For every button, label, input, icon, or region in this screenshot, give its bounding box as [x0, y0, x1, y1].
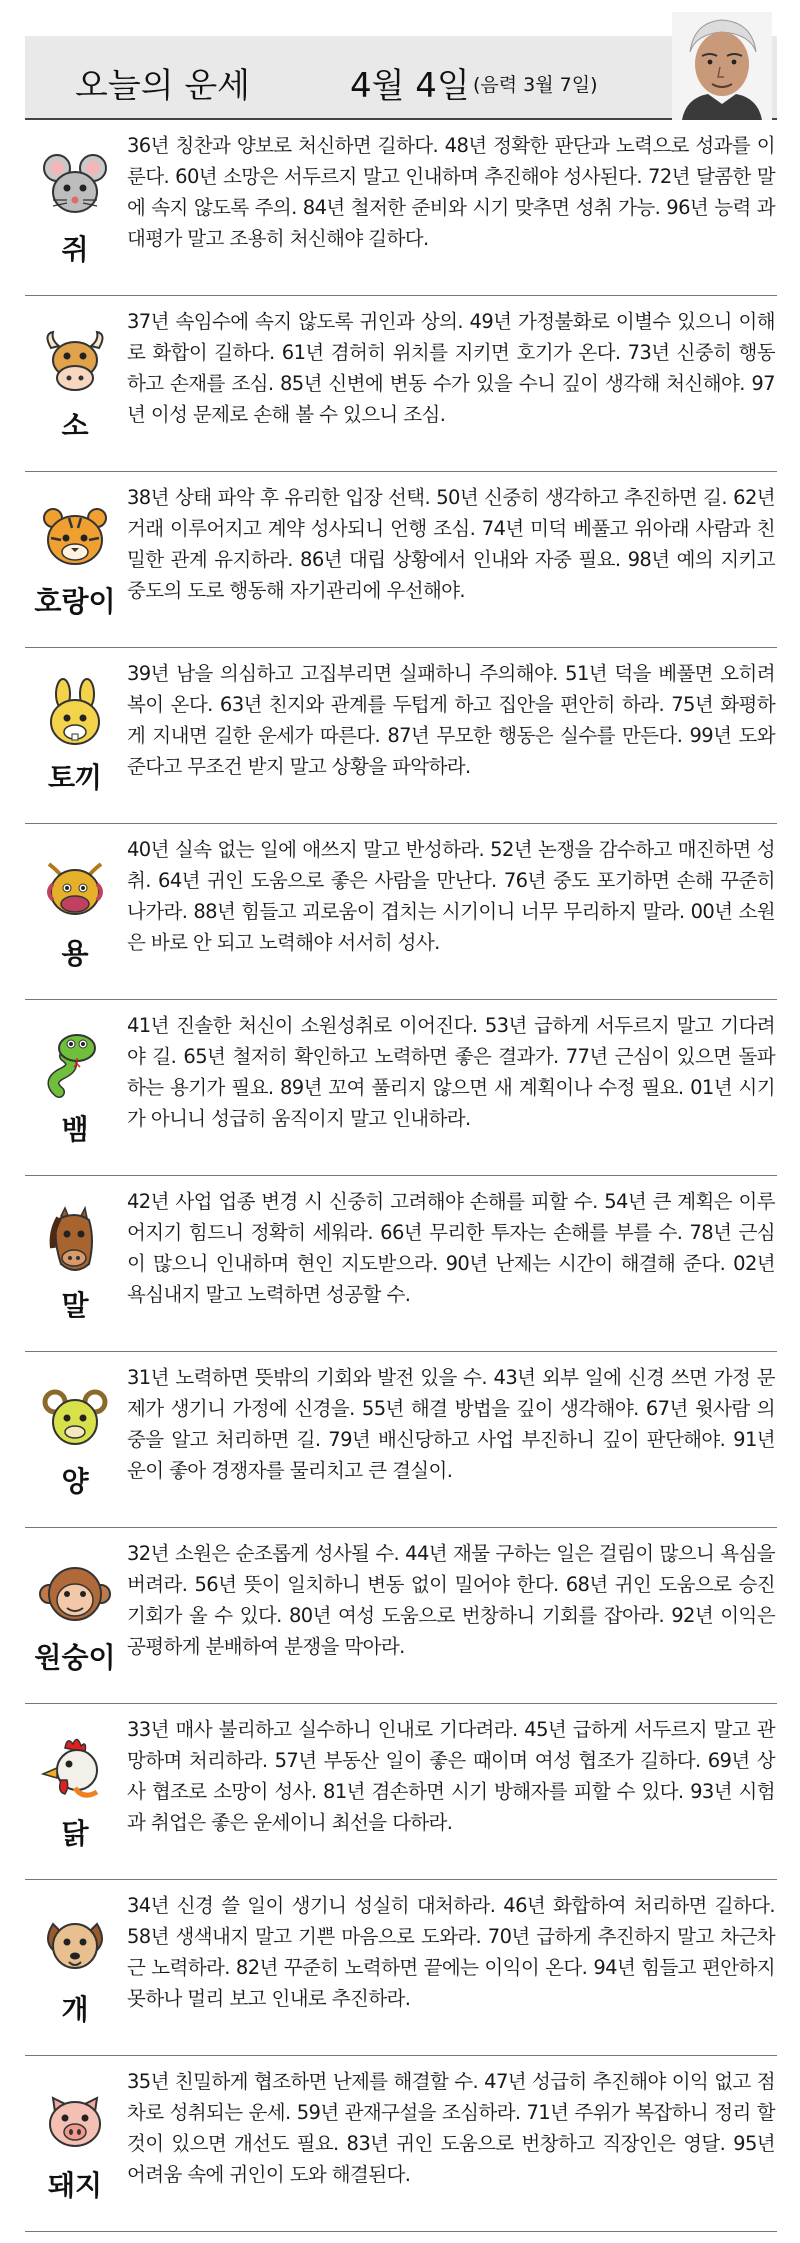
animal-cell [25, 2056, 125, 2232]
animal-name: 소 [61, 409, 89, 442]
fortune-row-pig [25, 2056, 777, 2232]
header-bar [25, 36, 777, 120]
fortune-row-ox [25, 296, 777, 472]
fortune-text: 38년 상태 파악 후 유리한 입장 선택. 50년 신중히 생각하고 추진하면 길. 62년 거래 이루어지고 계약 성사되니 언행 조심. 74년 미덕 베풀고 위아래 사람과 친밀한 관계 유지하라. 86년 대립 상황에서 인내와 자중 필요. 98년 예의 지키고 중도의 도로 행동해 자기관리에 우선해야. [127, 486, 775, 602]
pig-icon [39, 2086, 111, 2158]
animal-cell [25, 1704, 125, 1880]
animal-cell [25, 648, 125, 824]
animal-name: 돼지 [47, 2169, 103, 2202]
animal-name: 양 [61, 1465, 89, 1498]
animal-name: 개 [61, 1993, 89, 2026]
fortune-text: 31년 노력하면 뜻밖의 기회와 발전 있을 수. 43년 외부 일에 신경 쓰면 가정 문제가 생기니 가정에 신경을. 55년 해결 방법을 깊이 생각해야. 67년 윗사람 의중을 알고 처리하면 길. 79년 배신당하고 사업 부진하니 깊이 판단해야. 91년 운이 좋아 경쟁자를 물리치고 큰 결실이. [127, 1366, 775, 1482]
horse-icon [39, 1206, 111, 1278]
header-lunar-date: (음력 3월 7일) [473, 74, 598, 96]
page-title: 오늘의 운세 [75, 66, 251, 106]
animal-name: 용 [61, 937, 89, 970]
dog-icon [39, 1910, 111, 1982]
animal-cell [25, 1880, 125, 2056]
fortune-text: 36년 칭찬과 양보로 처신하면 길하다. 48년 정확한 판단과 노력으로 성과를 이룬다. 60년 소망은 서두르지 말고 인내하며 추진해야 성사된다. 72년 달콤한 말에 속지 않도록 주의. 84년 철저한 준비와 시기 맞추면 성취 가능. 96년 능력 과대평가 말고 조용히 처신해야 길하다. [127, 134, 775, 250]
animal-cell [25, 824, 125, 1000]
animal-name: 원숭이 [34, 1641, 116, 1674]
rooster-icon [39, 1734, 111, 1806]
animal-name: 토끼 [47, 761, 103, 794]
fortune-text: 34년 신경 쓸 일이 생기니 성실히 대처하라. 46년 화합하여 처리하면 길하다. 58년 생색내지 말고 기쁜 마음으로 도와라. 70년 급하게 추진하지 말고 차근차근 노력하라. 82년 꾸준히 노력하면 끝에는 이익이 온다. 94년 힘들고 편안하지 못하나 멀리 보고 인내로 추진하라. [127, 1894, 775, 2010]
fortune-text: 41년 진솔한 처신이 소원성취로 이어진다. 53년 급하게 서두르지 말고 기다려야 길. 65년 철저히 확인하고 노력하면 좋은 결과가. 77년 근심이 있으면 돌파하는 용기가 필요. 89년 꼬여 풀리지 않으면 새 계획이나 수정 필요. 01년 시기가 아니니 성급히 움직이지 말고 인내하라. [127, 1014, 775, 1130]
snake-icon [39, 1030, 111, 1102]
fortune-text: 32년 소원은 순조롭게 성사될 수. 44년 재물 구하는 일은 걸림이 많으니 욕심을 버려라. 56년 뜻이 일치하니 변동 없이 밀어야 한다. 68년 귀인 도움으로 승진 기회가 올 수 있다. 80년 여성 도움으로 번창하니 기회를 잡아라. 92년 이익은 공평하게 분배하여 분쟁을 막아라. [127, 1542, 775, 1658]
author-portrait [672, 12, 772, 120]
animal-name: 뱀 [61, 1113, 89, 1146]
ox-icon [39, 326, 111, 398]
fortune-row-dragon [25, 824, 777, 1000]
animal-name: 닭 [61, 1817, 89, 1850]
monkey-icon [39, 1558, 111, 1630]
fortune-text: 39년 남을 의심하고 고집부리면 실패하니 주의해야. 51년 덕을 베풀면 오히려 복이 온다. 63년 친지와 관계를 두텁게 하고 집안을 편안히 하라. 75년 화평하게 지내면 길한 운세가 따른다. 87년 무모한 행동은 실수를 만든다. 99년 도와준다고 무조건 받지 말고 상황을 파악하라. [127, 662, 775, 778]
fortune-row-horse [25, 1176, 777, 1352]
animal-name: 쥐 [61, 233, 89, 266]
animal-name: 말 [61, 1289, 89, 1322]
animal-cell [25, 1528, 125, 1704]
fortune-row-snake [25, 1000, 777, 1176]
fortune-row-rat [25, 120, 777, 296]
animal-cell [25, 472, 125, 648]
fortune-row-rabbit [25, 648, 777, 824]
dragon-icon [39, 854, 111, 926]
fortune-row-rooster [25, 1704, 777, 1880]
rat-icon [39, 150, 111, 222]
animal-cell [25, 1176, 125, 1352]
fortune-row-dog [25, 1880, 777, 2056]
fortune-text: 42년 사업 업종 변경 시 신중히 고려해야 손해를 피할 수. 54년 큰 계획은 이루어지기 힘드니 정확히 세워라. 66년 무리한 투자는 손해를 부를 수. 78년 근심이 많으니 인내하며 현인 지도받으라. 90년 난제는 시간이 해결해 준다. 02년 욕심내지 말고 노력하면 성공할 수. [127, 1190, 775, 1306]
fortune-text: 40년 실속 없는 일에 애쓰지 말고 반성하라. 52년 논쟁을 감수하고 매진하면 성취. 64년 귀인 도움으로 좋은 사람을 만난다. 76년 중도 포기하면 손해 꾸준히 나가라. 88년 힘들고 괴로움이 겹치는 시기이니 너무 무리하지 말라. 00년 소원은 바로 안 되고 노력해야 서서히 성사. [127, 838, 775, 954]
animal-cell [25, 120, 125, 296]
fortune-row-sheep [25, 1352, 777, 1528]
fortune-list [25, 120, 777, 2232]
fortune-text: 37년 속임수에 속지 않도록 귀인과 상의. 49년 가정불화로 이별수 있으니 이해로 화합이 길하다. 61년 겸허히 위치를 지키면 호기가 온다. 73년 신중히 행동하고 손재를 조심. 85년 신변에 변동 수가 있을 수니 깊이 생각해 처신해야. 97년 이성 문제로 손해 볼 수 있으니 조심. [127, 310, 775, 426]
tiger-icon [39, 502, 111, 574]
animal-name: 호랑이 [34, 585, 116, 618]
sheep-icon [39, 1382, 111, 1454]
header-date: 4월 4일 [350, 66, 470, 106]
animal-cell [25, 1352, 125, 1528]
fortune-row-monkey [25, 1528, 777, 1704]
fortune-text: 33년 매사 불리하고 실수하니 인내로 기다려라. 45년 급하게 서두르지 말고 관망하며 처리하라. 57년 부동산 일이 좋은 때이며 여성 협조가 길하다. 69년 상사 협조로 소망이 성사. 81년 겸손하면 시기 방해자를 피할 수 있다. 93년 시험과 취업은 좋은 운세이니 최선을 다하라. [127, 1718, 775, 1834]
animal-cell [25, 296, 125, 472]
fortune-text: 35년 친밀하게 협조하면 난제를 해결할 수. 47년 성급히 추진해야 이익 없고 점차로 성취되는 운세. 59년 관재구설을 조심하라. 71년 주위가 복잡하니 정리 할 것이 있으면 개선도 필요. 83년 귀인 도움으로 번창하고 직장인은 영달. 95년 어려움 속에 귀인이 도와 해결된다. [127, 2070, 775, 2186]
animal-cell [25, 1000, 125, 1176]
fortune-row-tiger [25, 472, 777, 648]
rabbit-icon [39, 678, 111, 750]
